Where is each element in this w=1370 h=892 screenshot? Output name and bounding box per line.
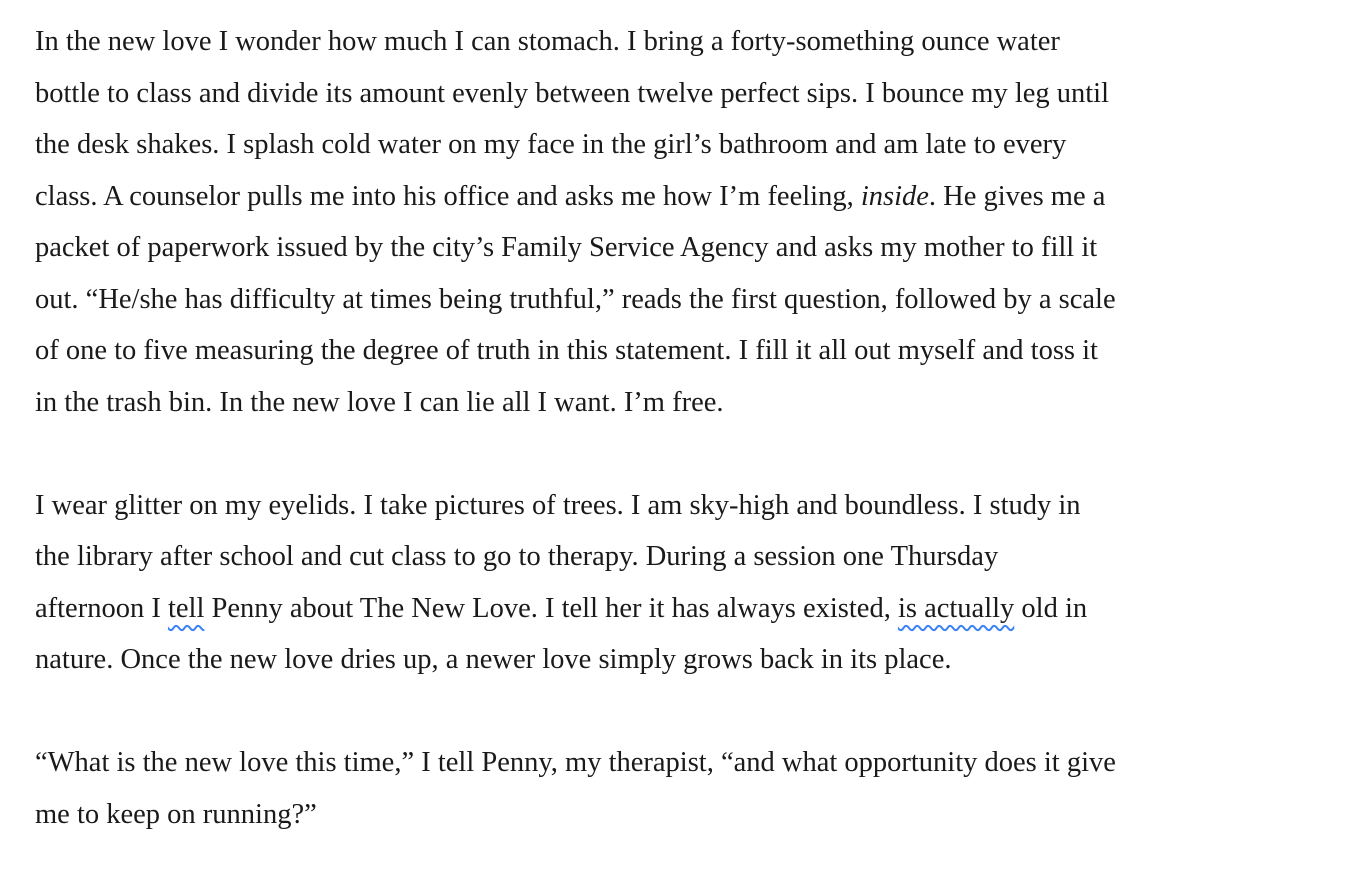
text-run: . He gives me a bbox=[928, 180, 1106, 212]
text-line: I wear glitter on my eyelids. I take pictures of trees. I am sky-high and boundless. I study in bbox=[35, 489, 1081, 521]
document-body bbox=[35, 16, 1335, 892]
text-line: of one to five measuring the degree of truth in this statement. I fill it all out myself and toss it bbox=[35, 335, 1098, 366]
text-run: class. A counselor pulls me into his office and asks me how I’m feeling, bbox=[35, 180, 861, 212]
paragraph-3 bbox=[35, 737, 1335, 840]
text-line: packet of paperwork issued by the city’s Family Service Agency and asks my mother to fill it bbox=[35, 232, 1098, 263]
text-line: nature. Once the new love dries up, a newer love simply grows back in its place. bbox=[35, 644, 952, 675]
paragraph-1 bbox=[35, 16, 1335, 428]
text-line: In the new love I wonder how much I can stomach. I bring a forty-something ounce water bbox=[35, 26, 1060, 57]
paragraph-2 bbox=[35, 480, 1335, 686]
text-line bbox=[35, 171, 1335, 223]
italic-word: inside bbox=[860, 180, 929, 212]
text-run: Penny about The New Love. I tell her it has always existed, bbox=[204, 592, 898, 624]
text-line: bottle to class and divide its amount evenly between twelve perfect sips. I bounce my leg until bbox=[35, 77, 1110, 109]
text-run: afternoon I bbox=[35, 592, 168, 624]
text-line: “What is the new love this time,” I tell Penny, my therapist, “and what opportunity does it give bbox=[35, 747, 1116, 778]
text-run: old in bbox=[1014, 592, 1088, 624]
text-line: the library after school and cut class to go to therapy. During a session one Thursday bbox=[35, 541, 999, 572]
grammar-flagged-word[interactable]: tell bbox=[167, 592, 205, 624]
text-line bbox=[35, 583, 1335, 635]
text-line: out. “He/she has difficulty at times being truthful,” reads the first question, followed by a scale bbox=[35, 283, 1116, 315]
text-line: me to keep on running?” bbox=[35, 798, 317, 830]
grammar-flagged-phrase[interactable]: is actually bbox=[897, 592, 1015, 624]
text-line: the desk shakes. I splash cold water on my face in the girl’s bathroom and am late to every bbox=[35, 129, 1067, 160]
text-line: in the trash bin. In the new love I can lie all I want. I’m free. bbox=[35, 386, 724, 418]
